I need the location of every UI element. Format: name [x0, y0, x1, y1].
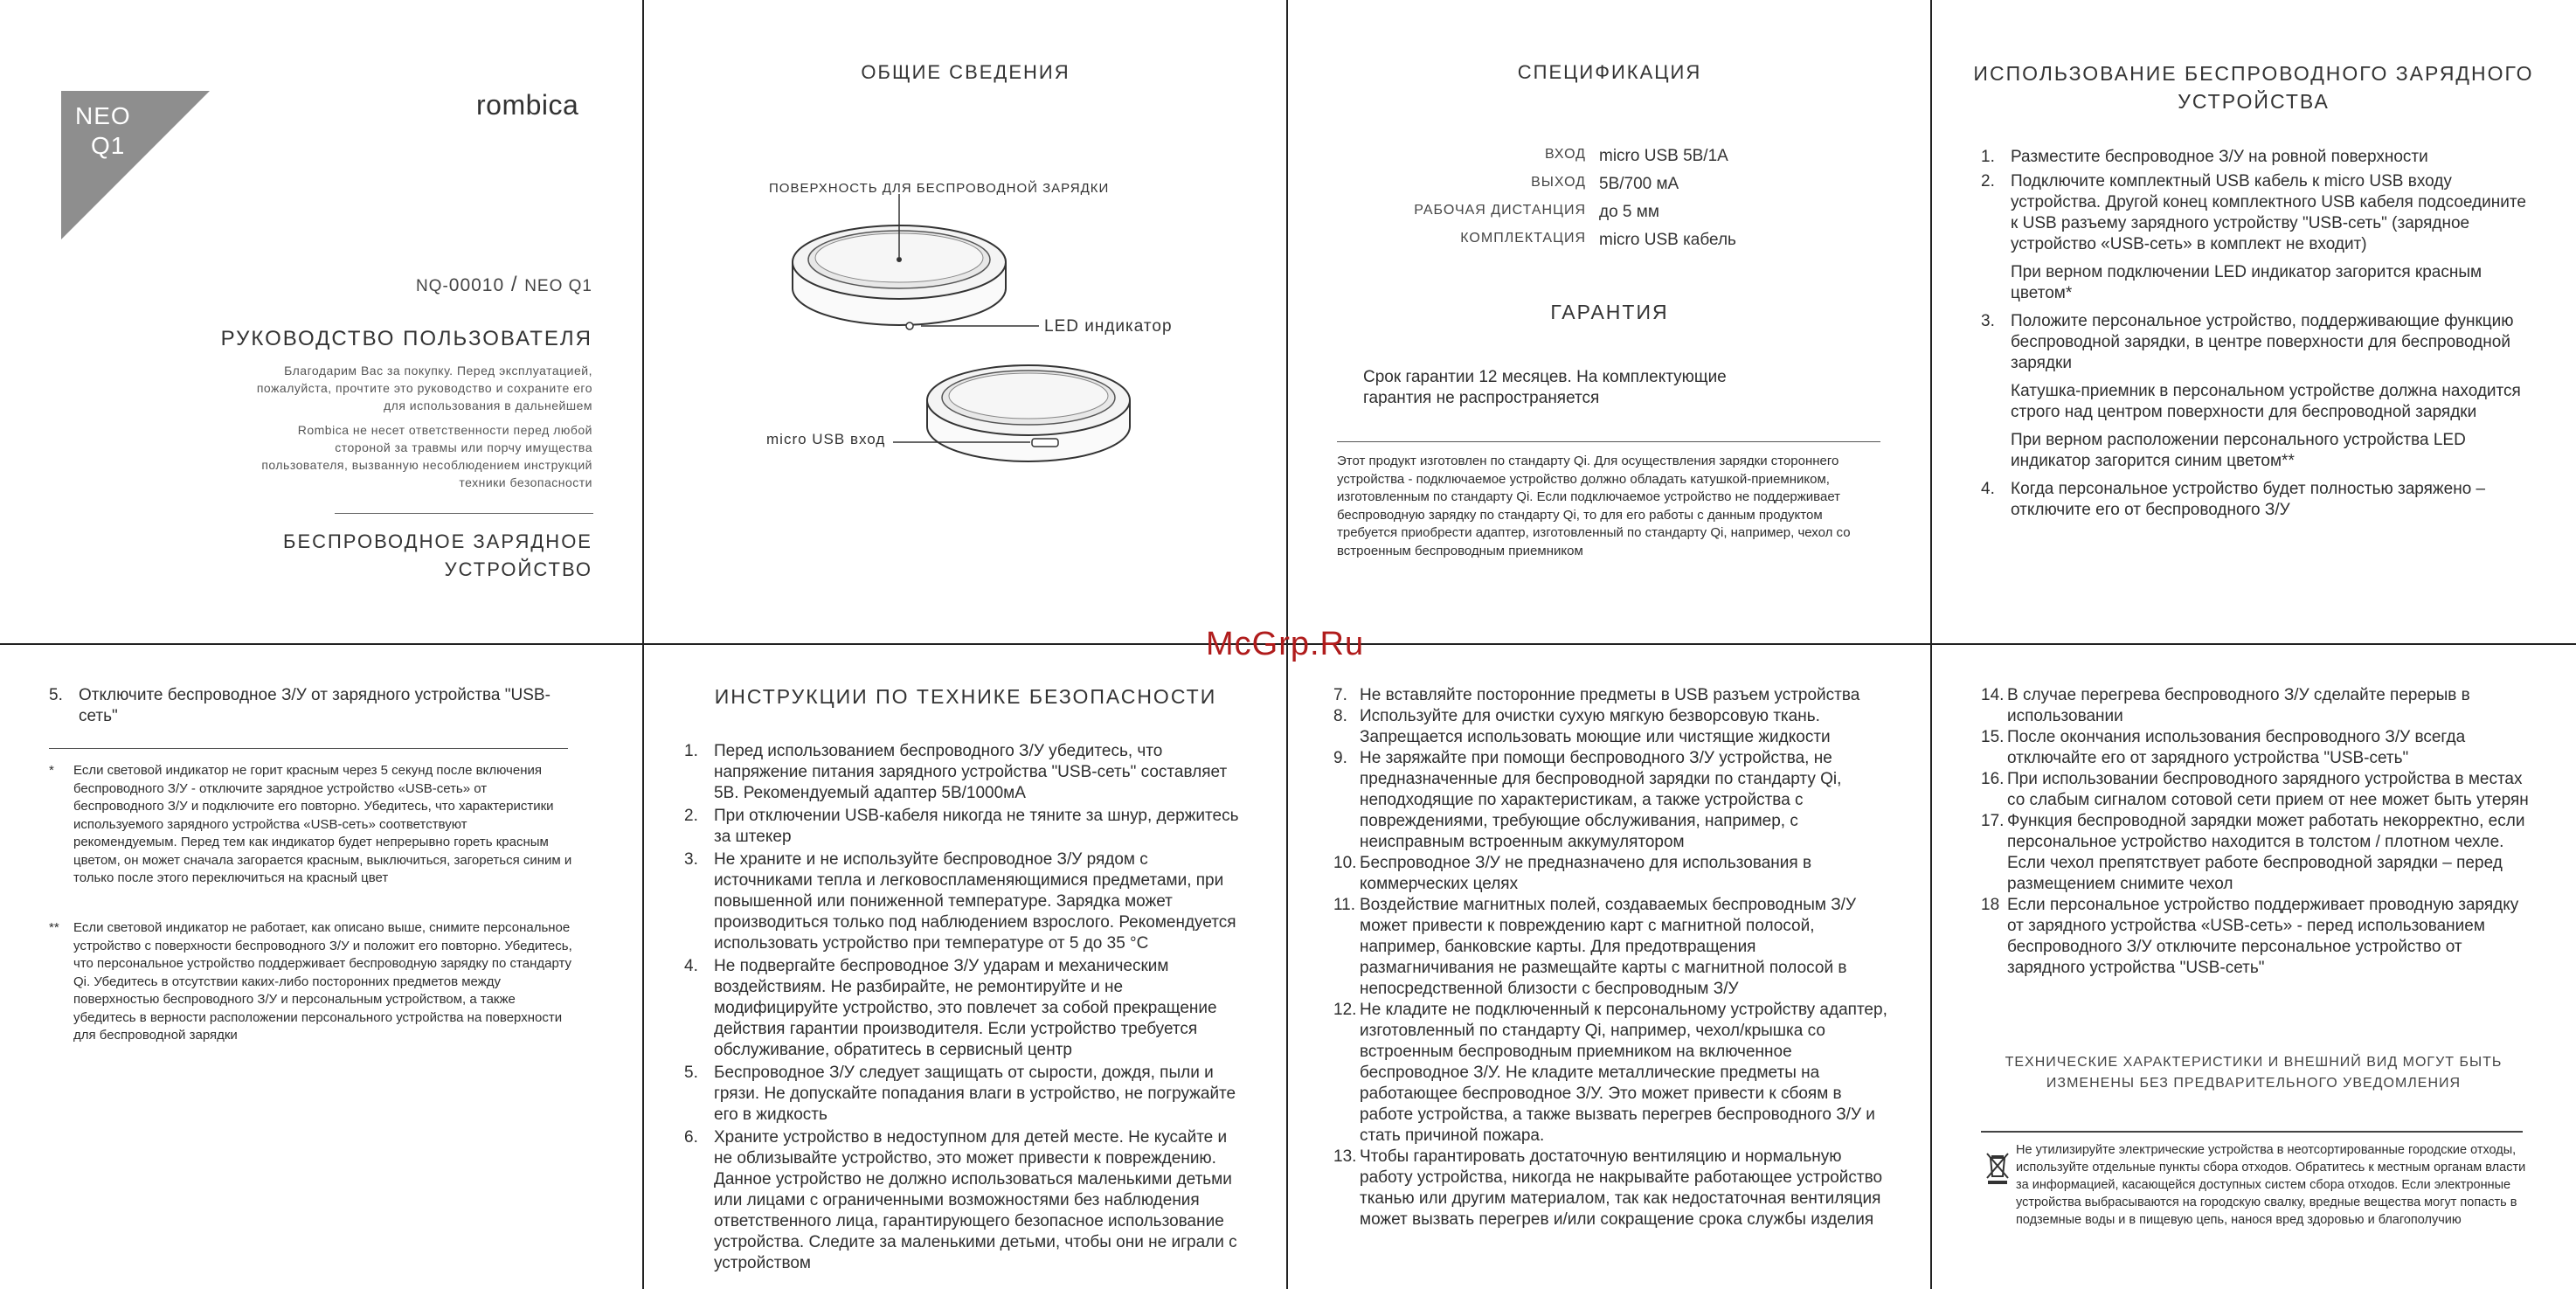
qi-note: Этот продукт изготовлен по стандарту Qi. Для осуществления зарядки стороннего устройства - подключаемое устройство должно обладать катушкой-приемником, изготовленным по стандарту Qi. Если подключаемое устройство не поддерживает беспроводную зарядку по стандарту Qi, то для его работы с данным продуктом требуется приобрести адаптер, изготовленный по стандарту Qi, например, чехол со встроенным беспроводным приемником [1337, 454, 1851, 558]
safety-list [1333, 685, 1893, 1230]
label-usb: micro USB вход [766, 431, 886, 447]
label-led: LED индикатор [1044, 317, 1173, 336]
charger-diagram [644, 0, 1287, 643]
safety-list [1981, 685, 2537, 979]
charger-top-view [793, 194, 1039, 329]
section-title: ИНСТРУКЦИИ ПО ТЕХНИКЕ БЕЗОПАСНОСТИ [714, 685, 1217, 708]
footnote: * Если световой индикатор не горит красным через 5 секунд после включения беспроводного З/У - отключите зарядное устройство «USB-сеть» от беспроводного З/У и подключите его повторно. Убедитесь, что характеристики используемого зарядного устройства «USB-сеть» соответствуют рекомендуемым. Перед тем как индикатор будет непрерывно гореть красным цветом, он может сначала загорается красным, выключиться, загореться синим и только после этого переключиться на красный цвет [49, 763, 572, 885]
safety-list [684, 741, 1243, 1276]
warranty-title: ГАРАНТИЯ [1550, 301, 1669, 323]
list-item: 15. После окончания использования беспроводного З/У всегда отключайте его от зарядного устройства "USB-сеть" [1981, 728, 2466, 767]
charger-side-view [893, 365, 1130, 461]
safety-cont-panel [1288, 645, 1931, 1288]
list-item: 18 Если персональное устройство поддерживает проводную зарядку от зарядного устройства «USB-сеть» - перед использованием беспроводного З/У отключите персональное устройство от зарядного устройства "USB-сеть" [1981, 896, 2519, 977]
product-name: БЕСПРОВОДНОЕ ЗАРЯДНОЕ УСТРОЙСТВО [283, 530, 592, 580]
label-surface: ПОВЕРХНОСТЬ ДЛЯ БЕСПРОВОДНОЙ ЗАРЯДКИ [769, 181, 1110, 196]
safety-end-panel [1932, 645, 2575, 1288]
list-item: 10. Беспроводное З/У не предназначено для использования в коммерческих целях [1333, 854, 1812, 893]
list-item-note: При верном расположении персонального устройства LED индикатор загорится синим цветом** [2011, 431, 2466, 470]
usage-step-5 [49, 685, 573, 731]
general-panel [644, 0, 1287, 643]
usage-steps [1981, 147, 2531, 524]
warranty-text: Срок гарантии 12 месяцев. На комплектующие гарантия не распространяется [1363, 368, 1727, 407]
list-item: 4. Когда персональное устройство будет полностью заряжено – отключите его от беспроводного З/У [1981, 480, 2486, 519]
list-item: 7. Не вставляйте посторонние предметы в USB разъем устройства [1333, 686, 1860, 704]
divider [1337, 441, 1880, 442]
model-number: NQ-00010 / NEO Q1 [415, 273, 592, 296]
section-title: ИСПОЛЬЗОВАНИЕ БЕСПРОВОДНОГО ЗАРЯДНОГО УСТРОЙСТВА [1973, 62, 2534, 113]
guide-title: РУКОВОДСТВО ПОЛЬЗОВАТЕЛЯ [220, 327, 592, 350]
list-item: 5. Беспроводное З/У следует защищать от сырости, дождя, пыли и грязи. Не допускайте попадания влаги в устройство, не погружайте его в жидкость [684, 1064, 1236, 1124]
divider [1981, 1131, 2523, 1133]
list-item: 14. В случае перегрева беспроводного З/У сделайте перерыв в использовании [1981, 686, 2470, 725]
usage-panel [1932, 0, 2575, 643]
divider [335, 513, 593, 514]
list-item: 12. Не кладите не подключенный к персональному устройству адаптер, изготовленный по стандарту Qi, например, чехол/крышка со встроенным беспроводным приемником на включенное беспроводное З/У. Не кладите металлические предметы на работающее беспроводное З/У. Это может привести к сбоям в работе устройства, а также вызвать перегрев беспроводного З/У и стать причиной пожара. [1333, 1001, 1887, 1145]
list-item-note: При верном подключении LED индикатор загорится красным цветом* [2011, 263, 2483, 302]
cover-panel [0, 0, 643, 643]
list-item: 11. Воздействие магнитных полей, создаваемых беспроводным З/У может привести к повреждению карт с магнитной полосой, например, банковские карты. Для предотвращения размагничивания не размещайте карты с магнитной полосой в непосредственной близости с беспроводным З/У [1333, 896, 1857, 998]
section-title: СПЕЦИФИКАЦИЯ [1517, 61, 1702, 83]
footnote: ** Если световой индикатор не работает, как описано выше, снимите персональное устройство с поверхности беспроводного З/У и положит его повторно. Убедитесь, что персональное устройство поддерживает беспроводную зарядку по стандарту Qi. Убедитесь в отсутствии каких-либо посторонних предметов между поверхностью беспроводного З/У и персональным устройством, а также убедитесь в верности расположении персонального устройства на поверхности для беспроводной зарядки [49, 920, 572, 1043]
list-item: 6. Храните устройство в недоступном для детей месте. Не кусайте и не облизывайте устройство, это может привести к повреждению. Данное устройство не должно использоваться маленькими детьми или лицами с ограниченными возможностями без наблюдения ответственного лица, гарантирующего безопасное использование устройства. Следите за маленькими детьми, чтобы они не играли с устройством [684, 1128, 1237, 1272]
divider [49, 748, 568, 749]
list-item-note: Катушка-приемник в персональном устройстве должна находится строго над центром поверхности для беспроводной зарядки [2011, 382, 2521, 421]
list-item: 2. Подключите комплектный USB кабель к micro USB входу устройства. Другой конец комплектного USB кабеля подсоедините к USB разъему зарядного устройству "USB-сеть" (зарядное устройство «USB-сеть» в комплект не входит) [1981, 172, 2526, 253]
specs-panel: СПЕЦИФИКАЦИЯ ВХОД micro USB 5B/1A ВЫХОД 5В/700 мА РАБОЧАЯ ДИСТАНЦИЯ до 5 мм КОМПЛЕКТАЦИЯ micro USB кабель ГАРАНТИЯ Срок гарантии 12 месяцев. На комплектующие гарантия не распространяется Этот продукт изготовлен по стандарту Qi. Для осуществления зарядки стороннего устройства - подключаемое устройство должно обладать катушкой-приемником, изготовленным по стандарту Qi. Если подключаемое устройство не поддерживает беспроводную зарядку по стандарту Qi, то для его работы с данным продуктом требуется приобрести адаптер, изготовленный по стандарту Qi, например, чехол со встроенным беспроводным приемником [1288, 0, 1931, 643]
list-item: 16. При использовании беспроводного зарядного устройства в местах со слабым сигналом сотовой сети прием от нее может быть утерян [1981, 770, 2529, 809]
list-item: 2. При отключении USB-кабеля никогда не тяните за шнур, держитесь за штекер [684, 807, 1239, 846]
model-badge: NEO Q1 [75, 102, 131, 159]
list-item: 3. Не храните и не используйте беспроводное З/У рядом с источниками тепла и легковоспламеняющимися предметами, при повышенной или пониженной температуре. Зарядка может производиться только под наблюдением взрослого. Рекомендуется использовать устройство при температуре от 5 до 35 °С [684, 850, 1236, 953]
safety-panel [644, 645, 1287, 1288]
list-item: 4. Не подвергайте беспроводное З/У ударам и механическим воздействиям. Не разбирайте, не ремонтируйте и не модифицируйте устройство, это повлечет за собой прекращение действия гарантии производителя. Если устройство требуется обслуживание, обратитесь в сервисный центр [684, 957, 1217, 1059]
list-item: 17. Функция беспроводной зарядки может работать некорректно, если персональное устройство находится в толстом / плотном чехле. Если чехол препятствует работе беспроводной зарядки – перед размещением снимите чехол [1981, 812, 2525, 893]
usage-cont-panel [0, 645, 643, 1288]
disposal-note: Не утилизируйте электрические устройства в неотсортированные городские отходы, используйте отдельные пункты сбора отходов. Обратитесь к местным органам власти за информацией, касающейся доступных систем сбора отходов. Если электронные устройства выбрасываются на городскую свалку, вредные вещества могут попасть в подземные воды и в пищевую цепь, нанося вред здоровью и благополучию [2016, 1143, 2526, 1227]
list-item: 13. Чтобы гарантировать достаточную вентиляцию и нормальную работу устройства, никогда не накрывайте работающее устройство тканью или другим материалом, так как недостаточная вентиляция может вызвать перегрев и/или сокращение срока службы изделия [1333, 1147, 1883, 1229]
watermark: McGrp.Ru [1206, 626, 1365, 662]
tech-notice: ТЕХНИЧЕСКИЕ ХАРАКТЕРИСТИКИ И ВНЕШНИЙ ВИД МОГУТ БЫТЬ ИЗМЕНЕНЫ БЕЗ ПРЕДВАРИТЕЛЬНОГО УВЕДОМЛЕНИЯ [2005, 1055, 2503, 1091]
list-item: 3. Положите персональное устройство, поддерживающие функцию беспроводной зарядки, в центре поверхности для беспроводной зарядки [1981, 312, 2514, 372]
list-item: 5. Отключите беспроводное З/У от зарядного устройства "USB-сеть" [49, 686, 551, 725]
weee-bin-icon [1984, 1150, 2011, 1185]
list-item: 8. Используйте для очистки сухую мягкую безворсовую ткань. Запрещается использовать моющие или чистящие жидкости [1333, 707, 1831, 746]
intro-text: Благодарим Вас за покупку. Перед эксплуатацией, пожалуйста, прочтите это руководство и сохраните его для использования в дальнейшем Rombica не несет ответственности перед любой стороной за травмы или порчу имущества пользователя, вызванную несоблюдением инструкций техники безопасности [256, 364, 592, 489]
list-item: 1. Перед использованием беспроводного З/У убедитесь, что напряжение питания зарядного устройства "USB-сеть" составляет 5В. Рекомендуемый адаптер 5В/1000мА [684, 742, 1228, 802]
brand-logo: rombica [476, 89, 579, 121]
list-item: 9. Не заряжайте при помощи беспроводного З/У устройства, не предназначенные для беспроводной зарядки по стандарту Qi, неподходящие по характеристикам, а также устройства с повреждениями, требующие обслуживания, например, с неисправным встроенным аккумулятором [1333, 749, 1842, 851]
section-title: ОБЩИЕ СВЕДЕНИЯ [861, 61, 1070, 83]
list-item: 1. Разместите беспроводное З/У на ровной поверхности [1981, 148, 2428, 166]
